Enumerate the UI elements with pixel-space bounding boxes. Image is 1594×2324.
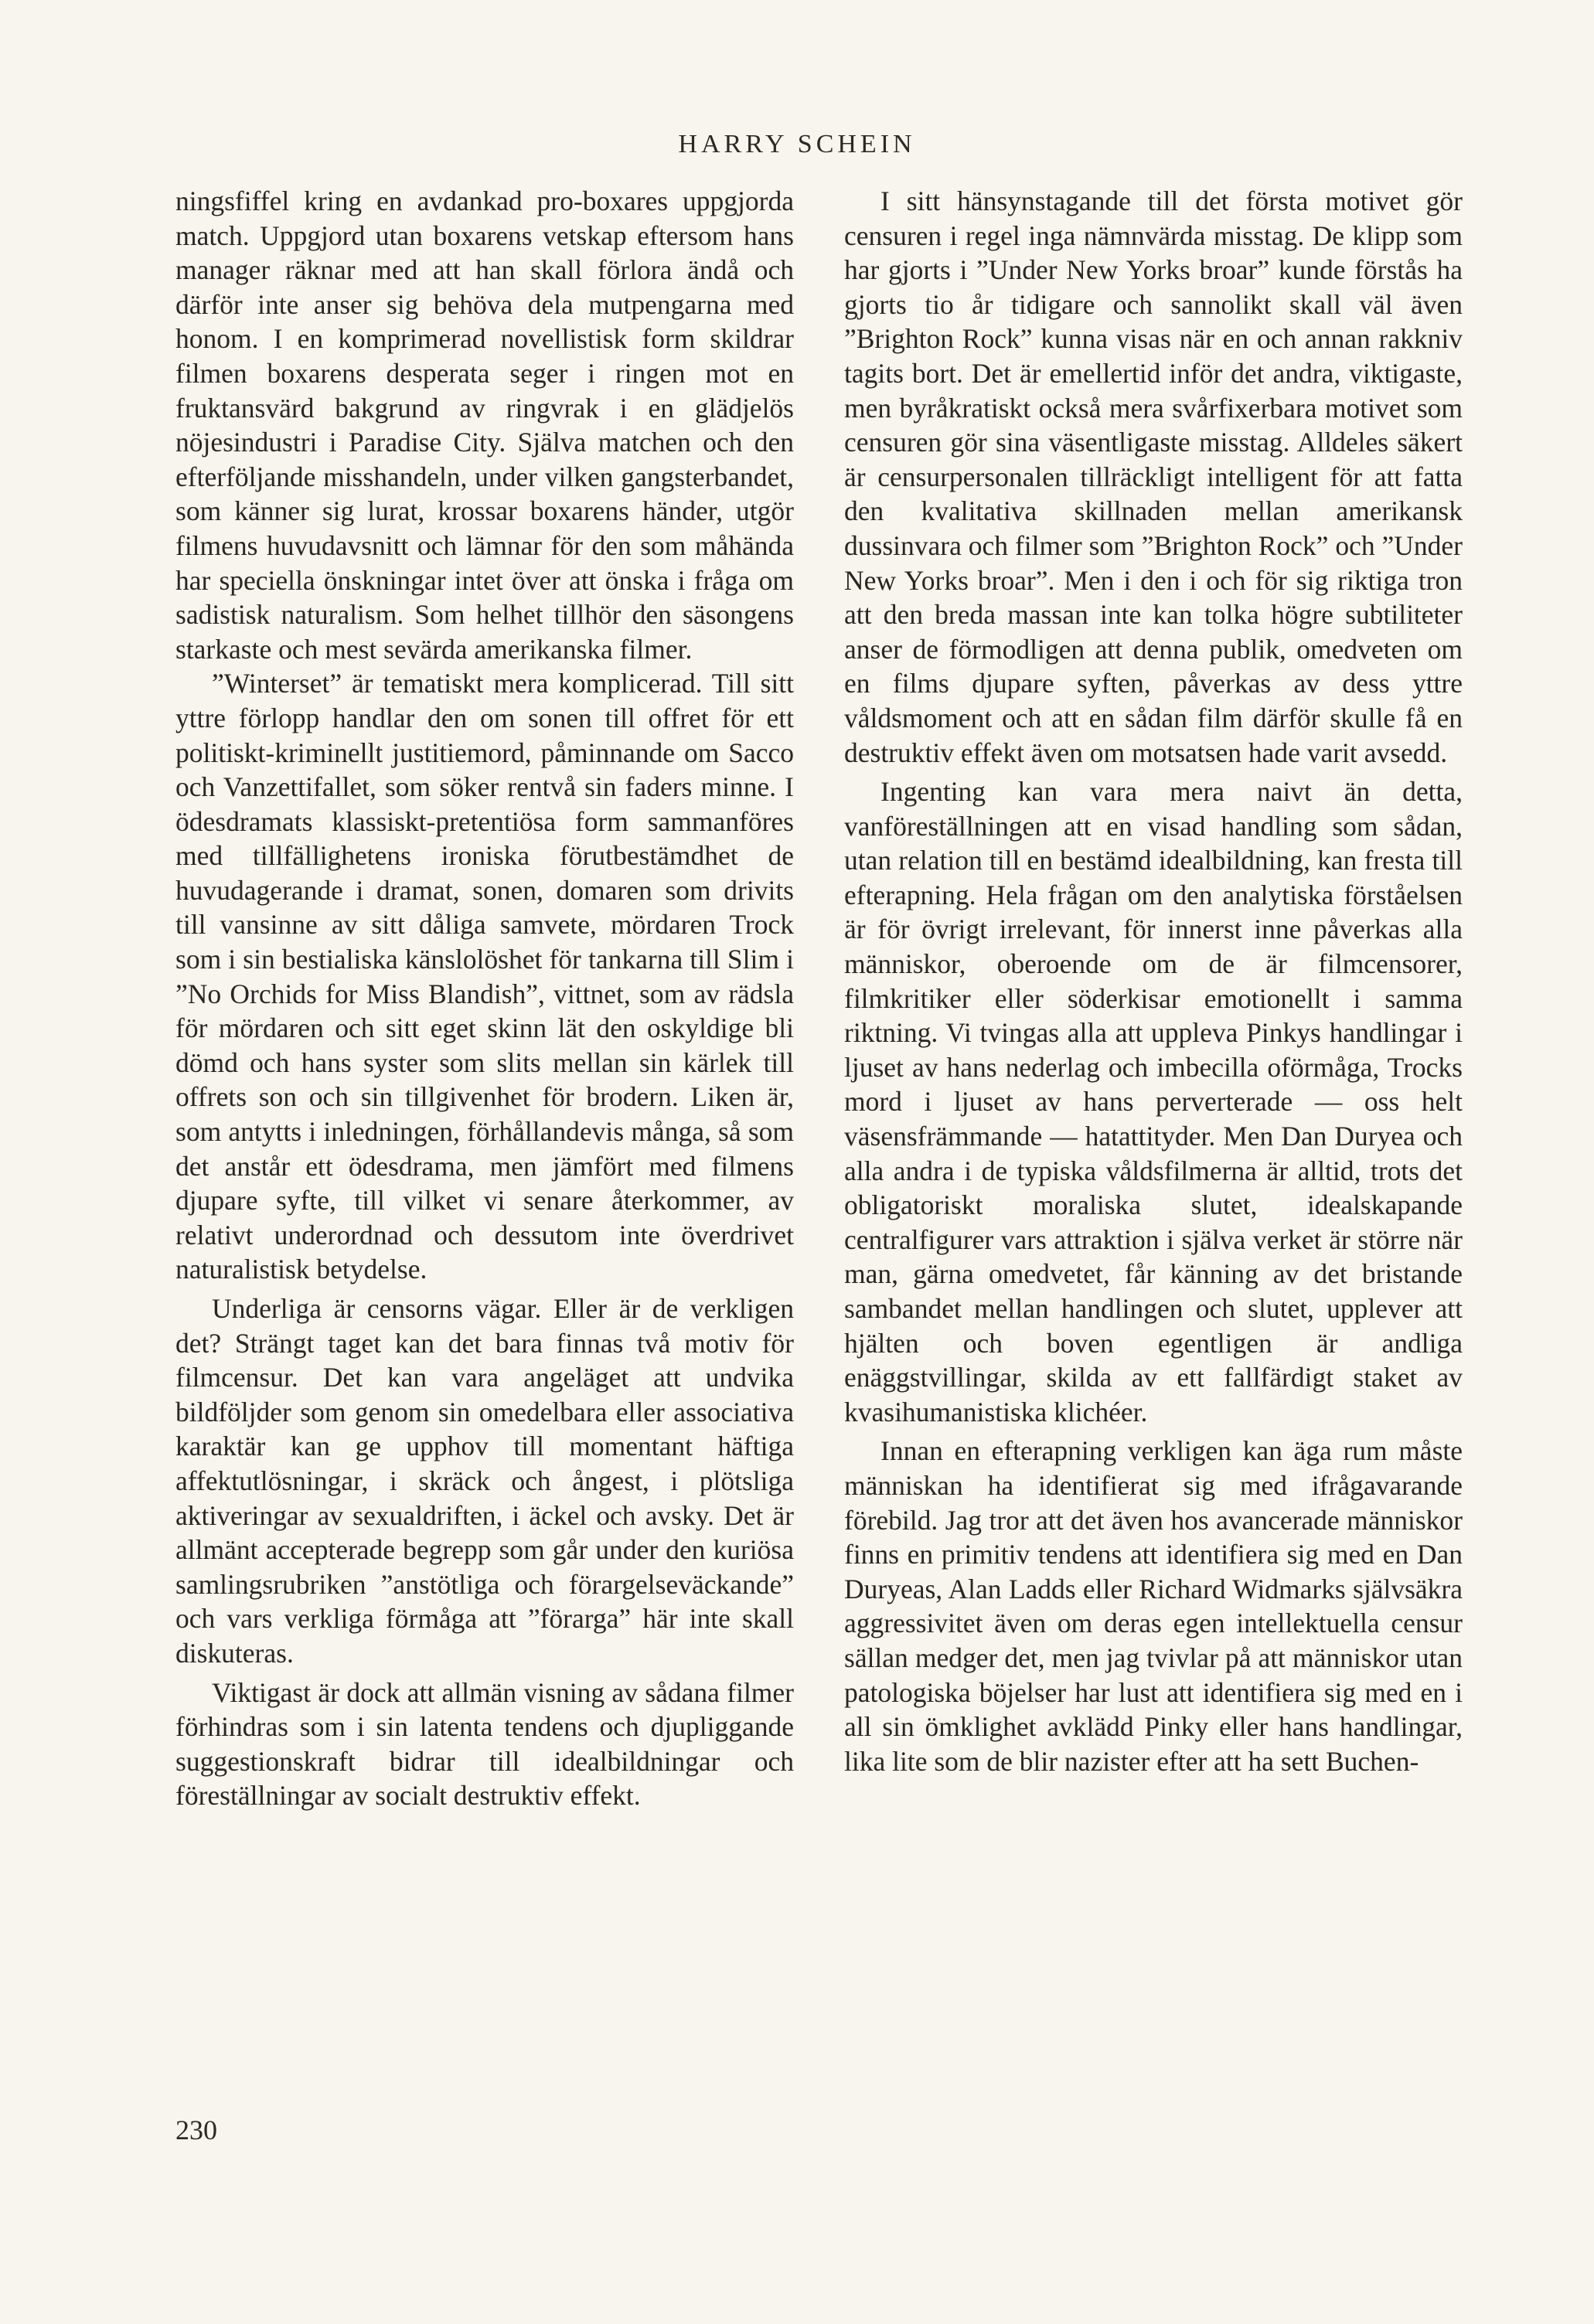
left-column [175,184,794,1813]
running-head: HARRY SCHEIN [678,130,916,158]
right-paragraph-3: Innan en efterapning verkligen kan äga rum måste människan ha identifierat sig med ifrågavarande förebild. Jag tror att det även hos avancerade människor finns en primitiv tendens att identifiera sig med en Dan Duryeas, Alan Ladds eller Richard Widmarks självsäkra aggressivitet även om deras egen intellektuella censur sällan medger det, men jag tvivlar på att människor utan patologiska böjelser har lust att identifiera sig med en i all sin ömklighet avklädd Pinky eller hans handlingar, lika lite som de blir nazister efter att ha sett Buchen- [844,1435,1463,1777]
right-paragraph-1: I sitt hänsynstagande till det första motivet gör censuren i regel inga nämnvärda misstag. De klipp som har gjorts i ”Under New Yorks broar” kunde förstås ha gjorts tio år tidigare och sannolikt skall väl även ”Brighton Rock” kunna visas när en och annan rakkniv tagits bort. Det är emellertid inför det andra, viktigaste, men byråkratiskt också mera svårfixerbara motivet som censuren gör sina väsentligaste misstag. Alldeles säkert är censurpersonalen tillräckligt intelligent för att fatta den kvalitativa skillnaden mellan amerikansk dussinvara och filmer som ”Brighton Rock” och ”Under New Yorks broar”. Men i den i och för sig riktiga tron att den breda massan inte kan tolka högre subtiliteter anser de förmodligen att denna publik, omedveten om en films djupare syften, påverkas av dess yttre våldsmoment och att en sådan film därför skulle få en destruktiv effekt även om motsatsen hade varit avsedd. [844,185,1463,768]
right-paragraph-2: Ingenting kan vara mera naivt än detta, vanföreställningen att en visad handling som sådan, utan relation till en bestämd idealbildning, kan fresta till efterapning. Hela frågan om den analytiska förståelsen är för övrigt irrelevant, för innerst inne påverkas alla människor, oberoende om de är filmcensorer, filmkritiker eller söderkisar emotionellt i samma riktning. Vi tvingas alla att uppleva Pinkys handlingar i ljuset av hans nederlag och imbecilla oförmåga, Trocks mord i ljuset av hans perverterade — oss helt väsensfrämmande — hatattityder. Men Dan Duryea och alla andra i de typiska våldsfilmerna är alltid, trots det obligatoriskt moraliska slutet, idealskapande centralfigurer vars attraktion i själva verket är större när man, gärna omedvetet, får känning av det bristande sambandet mellan handlingen och slutet, upplever att hjälten och boven egentligen är andliga enäggstvillingar, skilda av ett fallfärdigt staket av kvasihumanistiska klichéer. [844,776,1463,1427]
page-number: 230 [175,2115,217,2145]
left-paragraph-1: ningsfiffel kring en avdankad pro-boxares uppgjorda match. Uppgjord utan boxarens vetskap eftersom hans manager räknar med att han skall förlora ändå och därför inte anser sig behöva dela mutpengarna med honom. I en komprimerad novellistisk form skildrar filmen boxarens desperata seger i ringen mot en fruktansvärd bakgrund av ringvrak i en glädjelös nöjesindustri i Paradise City. Själva matchen och den efterföljande misshandeln, under vilken gangsterbandet, som känner sig lurat, krossar boxarens händer, utgör filmens huvudavsnitt och lämnar för den som måhända har speciella önskningar intet över att önska i fråga om sadistisk naturalism. Som helhet tillhör den säsongens starkaste och mest sevärda amerikanska filmer. [175,185,794,665]
left-paragraph-3: Underliga är censorns vägar. Eller är de verkligen det? Strängt taget kan det bara finnas två motiv för filmcensur. Det kan vara angeläget att undvika bildföljder som genom sin omedelbara eller associativa karaktär kan ge upphov till momentant häftiga affektutlösningar, i skräck och ångest, i plötsliga aktiveringar av sexualdriften, i äckel och avsky. Det är allmänt accepterade begrepp som går under den kuriösa samlingsrubriken ”anstötliga och förargelseväckande” och vars verkliga förmåga att ”förarga” här inte skall diskuteras. [175,1293,794,1669]
left-paragraph-2: ”Winterset” är tematiskt mera komplicerad. Till sitt yttre förlopp handlar den om sonen till offret för ett politiskt-kriminellt justitiemord, påminnande om Sacco och Vanzettifallet, som söker rentvå sin faders minne. I ödesdramats klassiskt-pretentiösa form sammanföres med tillfällighetens ironiska förutbestämdhet de huvudagerande i dramat, sonen, domaren som drivits till vansinne av sitt dåliga samvete, mördaren Trock som i sin bestialiska känslolöshet för tankarna till Slim i ”No Orchids for Miss Blandish”, vittnet, som av rädsla för mördaren och sitt eget skinn lät den oskyldige bli dömd och hans syster som slits mellan sin kärlek till offrets son och sin tillgivenhet för brodern. Liken är, som antytts i inledningen, förhållandevis många, så som det anstår ett ödesdrama, men jämfört med filmens djupare syfte, till vilket vi senare återkommer, av relativt underordnad och dessutom inte överdrivet naturalistisk betydelse. [175,668,794,1285]
right-column [844,184,1463,1778]
left-paragraph-4: Viktigast är dock att allmän visning av sådana filmer förhindras som i sin latenta tendens och djupliggande suggestionskraft bidrar till idealbildningar och föreställningar av socialt destruktiv effekt. [175,1676,794,1812]
